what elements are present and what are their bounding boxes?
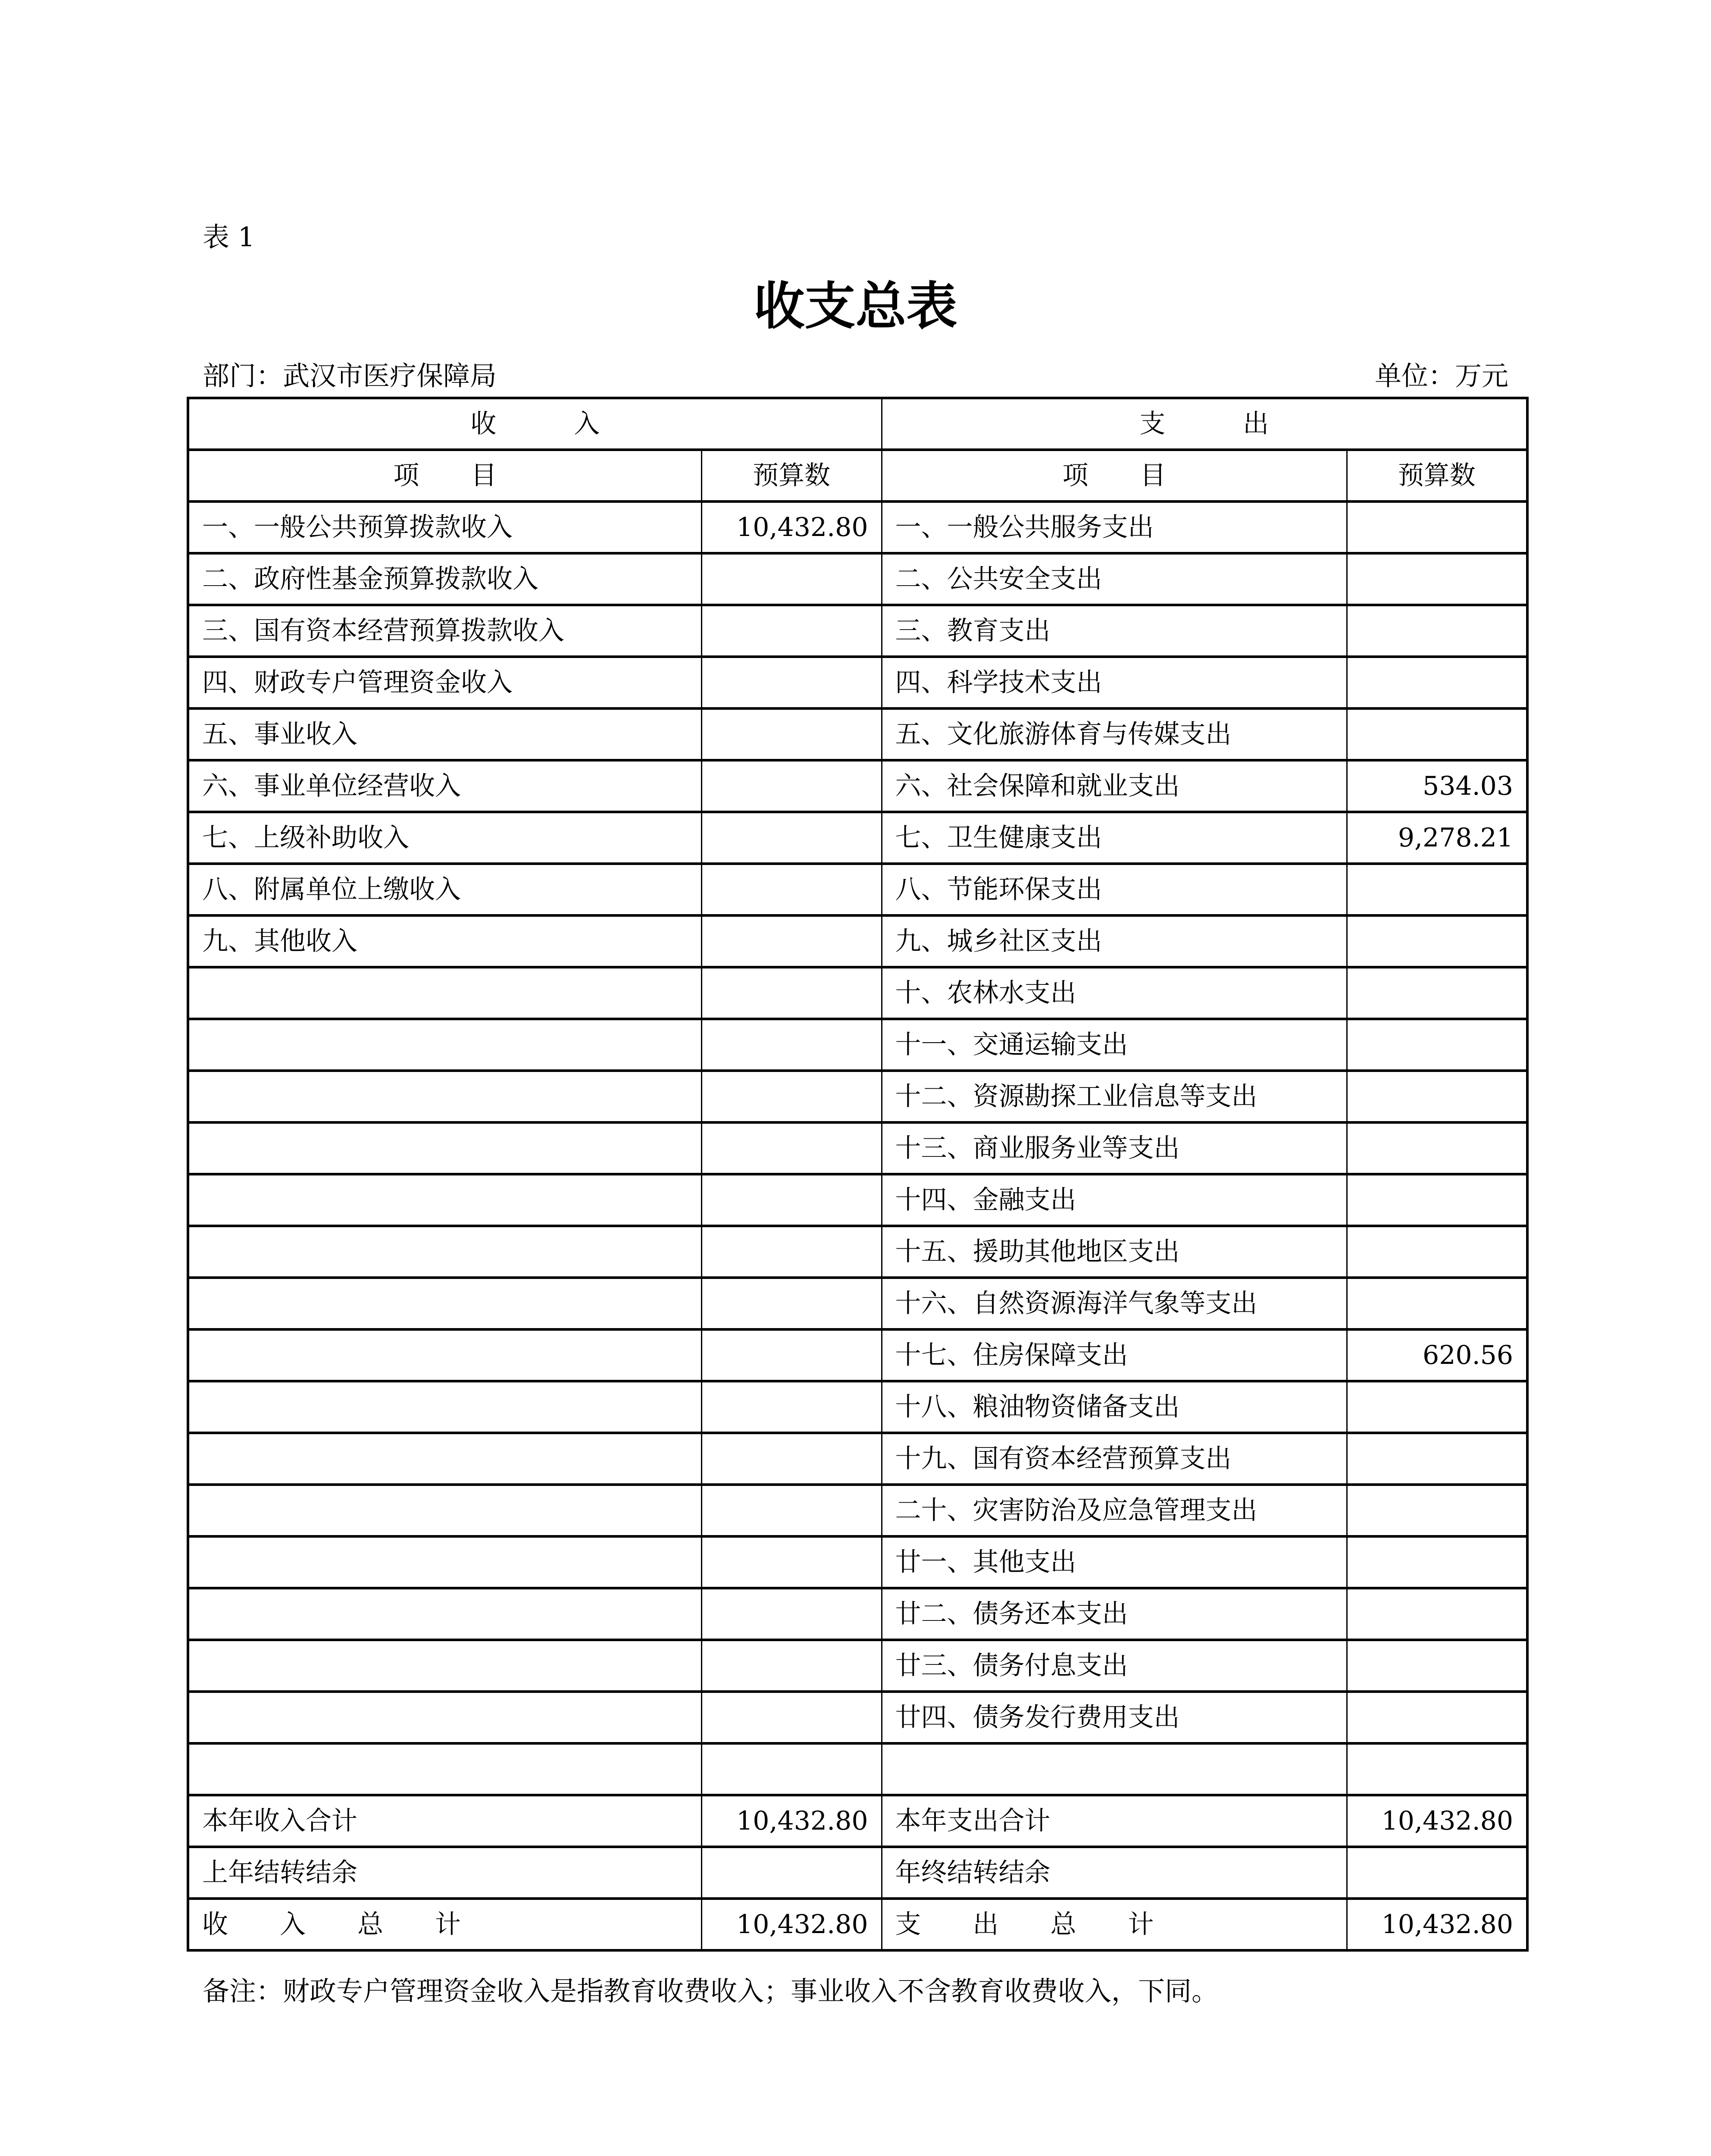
- income-amount-cell: [701, 864, 882, 915]
- income-item-cell: [188, 1433, 701, 1485]
- expense-item-cell: 七、卫生健康支出: [882, 812, 1347, 864]
- table-row: [188, 1640, 1527, 1692]
- income-amount-cell: [701, 553, 882, 605]
- income-amount-cell: [701, 760, 882, 812]
- income-amount-cell: [701, 1640, 882, 1692]
- table-row: [188, 708, 1527, 760]
- table-row: [188, 915, 1527, 967]
- income-item-cell: [188, 1122, 701, 1174]
- expense-item-cell: 十六、自然资源海洋气象等支出: [882, 1278, 1347, 1329]
- expense-item-cell: 廿四、债务发行费用支出: [882, 1692, 1347, 1743]
- table-row: [188, 1329, 1527, 1381]
- income-item-cell: 一、一般公共预算拨款收入: [188, 501, 701, 553]
- expense-amount-cell: [1347, 915, 1527, 967]
- income-item-cell: 本年收入合计: [188, 1795, 701, 1847]
- expense-budget-header: 预算数: [1347, 450, 1527, 501]
- expense-amount-cell: [1347, 864, 1527, 915]
- expense-amount-cell: 9,278.21: [1347, 812, 1527, 864]
- table-row: [188, 605, 1527, 657]
- expense-item-cell: 十九、国有资本经营预算支出: [882, 1433, 1347, 1485]
- expense-amount-cell: 534.03: [1347, 760, 1527, 812]
- table-row: [188, 864, 1527, 915]
- expense-amount-cell: [1347, 1278, 1527, 1329]
- income-amount-cell: [701, 967, 882, 1019]
- income-amount-cell: [701, 605, 882, 657]
- expense-amount-cell: [1347, 1588, 1527, 1640]
- income-item-cell: [188, 1019, 701, 1071]
- income-item-cell: [188, 1071, 701, 1122]
- expense-amount-cell: [1347, 501, 1527, 553]
- table-row: [188, 1692, 1527, 1743]
- expense-item-cell: 十二、资源勘探工业信息等支出: [882, 1071, 1347, 1122]
- expense-amount-cell: [1347, 1174, 1527, 1226]
- income-item-cell: [188, 1692, 701, 1743]
- expense-amount-cell: [1347, 553, 1527, 605]
- expense-amount-cell: [1347, 1122, 1527, 1174]
- income-item-cell: [188, 1485, 701, 1536]
- expense-item-cell: 十五、援助其他地区支出: [882, 1226, 1347, 1278]
- income-item-cell: 六、事业单位经营收入: [188, 760, 701, 812]
- expense-amount-cell: 620.56: [1347, 1329, 1527, 1381]
- expense-item-cell: 三、教育支出: [882, 605, 1347, 657]
- footnote: 备注：财政专户管理资金收入是指教育收费收入；事业收入不含教育收费收入，下同。: [203, 1975, 1219, 2007]
- expense-amount-cell: [1347, 708, 1527, 760]
- expense-item-cell: 廿三、债务付息支出: [882, 1640, 1347, 1692]
- expense-amount-cell: 10,432.80: [1347, 1899, 1527, 1950]
- income-amount-cell: [701, 1381, 882, 1433]
- income-item-cell: 九、其他收入: [188, 915, 701, 967]
- income-item-cell: [188, 1536, 701, 1588]
- income-item-cell: 上年结转结余: [188, 1847, 701, 1899]
- income-item-cell: [188, 1588, 701, 1640]
- table-row: [188, 1743, 1527, 1795]
- group-header-row: [188, 398, 1527, 450]
- income-amount-cell: [701, 1692, 882, 1743]
- table-row: [188, 812, 1527, 864]
- income-amount-cell: [701, 915, 882, 967]
- table-row: [188, 1433, 1527, 1485]
- budget-summary-table: [187, 397, 1529, 1952]
- expense-item-cell: 十、农林水支出: [882, 967, 1347, 1019]
- expense-item-cell: 廿二、债务还本支出: [882, 1588, 1347, 1640]
- income-amount-cell: [701, 708, 882, 760]
- income-amount-cell: [701, 1226, 882, 1278]
- income-amount-cell: [701, 1278, 882, 1329]
- income-item-cell: [188, 1640, 701, 1692]
- table-row: [188, 501, 1527, 553]
- department-label: 部门：武汉市医疗保障局: [203, 360, 497, 392]
- expense-amount-cell: 10,432.80: [1347, 1795, 1527, 1847]
- income-item-cell: 五、事业收入: [188, 708, 701, 760]
- table-row: [188, 1588, 1527, 1640]
- income-item-cell: 三、国有资本经营预算拨款收入: [188, 605, 701, 657]
- expense-item-cell: 五、文化旅游体育与传媒支出: [882, 708, 1347, 760]
- income-item-header: 项 目: [188, 450, 701, 501]
- table-row: [188, 967, 1527, 1019]
- income-item-cell: 二、政府性基金预算拨款收入: [188, 553, 701, 605]
- table-row: [188, 1278, 1527, 1329]
- table-row: [188, 1485, 1527, 1536]
- expense-item-cell: 六、社会保障和就业支出: [882, 760, 1347, 812]
- expense-amount-cell: [1347, 1071, 1527, 1122]
- income-amount-cell: [701, 1588, 882, 1640]
- income-amount-cell: [701, 1485, 882, 1536]
- income-amount-cell: [701, 812, 882, 864]
- income-item-cell: [188, 1226, 701, 1278]
- income-item-cell: 八、附属单位上缴收入: [188, 864, 701, 915]
- table-row: [188, 1071, 1527, 1122]
- expense-item-header: 项 目: [882, 450, 1347, 501]
- expense-amount-cell: [1347, 1743, 1527, 1795]
- income-budget-header: 预算数: [701, 450, 882, 501]
- expense-amount-cell: [1347, 605, 1527, 657]
- unit-label: 单位：万元: [1374, 360, 1508, 392]
- income-item-cell: [188, 1329, 701, 1381]
- expense-item-cell: 八、节能环保支出: [882, 864, 1347, 915]
- table-row: [188, 553, 1527, 605]
- expense-item-cell: 十七、住房保障支出: [882, 1329, 1347, 1381]
- expense-item-cell: [882, 1743, 1347, 1795]
- income-item-cell: [188, 1278, 701, 1329]
- income-group-header: 收 入: [188, 398, 882, 450]
- income-amount-cell: [701, 1329, 882, 1381]
- income-amount-cell: [701, 1743, 882, 1795]
- table-row: [188, 1536, 1527, 1588]
- income-amount-cell: [701, 1433, 882, 1485]
- table-row: [188, 657, 1527, 708]
- expense-item-cell: 二、公共安全支出: [882, 553, 1347, 605]
- expense-item-cell: 十四、金融支出: [882, 1174, 1347, 1226]
- expense-amount-cell: [1347, 1692, 1527, 1743]
- page-title: 收支总表: [754, 276, 957, 336]
- expense-item-cell: 十三、商业服务业等支出: [882, 1122, 1347, 1174]
- income-amount-cell: [701, 1071, 882, 1122]
- income-amount-cell: 10,432.80: [701, 501, 882, 553]
- income-item-cell: 收 入 总 计: [188, 1899, 701, 1950]
- income-amount-cell: [701, 1174, 882, 1226]
- expense-item-cell: 九、城乡社区支出: [882, 915, 1347, 967]
- income-item-cell: [188, 1743, 701, 1795]
- expense-group-header: 支 出: [882, 398, 1527, 450]
- table-label: 表 1: [203, 221, 255, 253]
- table-row: [188, 1226, 1527, 1278]
- income-item-cell: 四、财政专户管理资金收入: [188, 657, 701, 708]
- expense-amount-cell: [1347, 1381, 1527, 1433]
- expense-amount-cell: [1347, 1433, 1527, 1485]
- total-row: [188, 1795, 1527, 1847]
- expense-item-cell: 年终结转结余: [882, 1847, 1347, 1899]
- income-amount-cell: [701, 1536, 882, 1588]
- expense-item-cell: 支 出 总 计: [882, 1899, 1347, 1950]
- income-item-cell: 七、上级补助收入: [188, 812, 701, 864]
- expense-amount-cell: [1347, 1485, 1527, 1536]
- column-header-row: [188, 450, 1527, 501]
- expense-amount-cell: [1347, 1536, 1527, 1588]
- income-item-cell: [188, 967, 701, 1019]
- table-row: [188, 760, 1527, 812]
- expense-amount-cell: [1347, 967, 1527, 1019]
- income-item-cell: [188, 1174, 701, 1226]
- income-amount-cell: [701, 1019, 882, 1071]
- expense-item-cell: 二十、灾害防治及应急管理支出: [882, 1485, 1347, 1536]
- table-row: [188, 1122, 1527, 1174]
- total-row: [188, 1847, 1527, 1899]
- table-row: [188, 1174, 1527, 1226]
- income-item-cell: [188, 1381, 701, 1433]
- expense-amount-cell: [1347, 657, 1527, 708]
- expense-item-cell: 四、科学技术支出: [882, 657, 1347, 708]
- income-amount-cell: [701, 1122, 882, 1174]
- expense-amount-cell: [1347, 1019, 1527, 1071]
- expense-item-cell: 十八、粮油物资储备支出: [882, 1381, 1347, 1433]
- table-row: [188, 1019, 1527, 1071]
- expense-item-cell: 本年支出合计: [882, 1795, 1347, 1847]
- total-row: [188, 1899, 1527, 1950]
- income-amount-cell: 10,432.80: [701, 1899, 882, 1950]
- expense-amount-cell: [1347, 1847, 1527, 1899]
- expense-item-cell: 十一、交通运输支出: [882, 1019, 1347, 1071]
- income-amount-cell: [701, 657, 882, 708]
- income-amount-cell: [701, 1847, 882, 1899]
- expense-item-cell: 廿一、其他支出: [882, 1536, 1347, 1588]
- expense-item-cell: 一、一般公共服务支出: [882, 501, 1347, 553]
- income-amount-cell: 10,432.80: [701, 1795, 882, 1847]
- table-row: [188, 1381, 1527, 1433]
- expense-amount-cell: [1347, 1226, 1527, 1278]
- expense-amount-cell: [1347, 1640, 1527, 1692]
